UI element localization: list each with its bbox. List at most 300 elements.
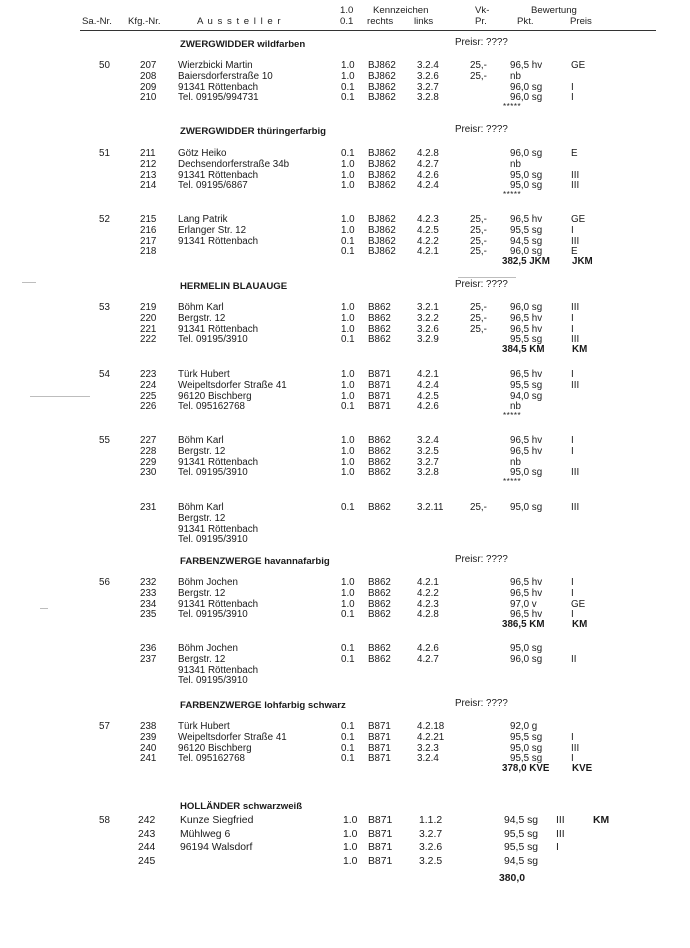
header-sex-top: 1.0 xyxy=(340,5,354,16)
sex-code: 1.0 xyxy=(341,456,355,468)
kfg-number: 212 xyxy=(140,158,157,170)
header-kennzeichen: Kennzeichen xyxy=(373,5,429,16)
kfg-number: 210 xyxy=(140,92,157,104)
tattoo-left: 4.2.3 xyxy=(417,598,439,610)
tattoo-left: 3.2.8 xyxy=(417,92,439,104)
section-preis: Preisr: ???? xyxy=(455,698,508,709)
group-total: 378,0 KVE xyxy=(502,763,550,775)
prize-code: III xyxy=(556,815,565,826)
tattoo-right: B862 xyxy=(368,456,391,468)
header-divider xyxy=(80,30,656,31)
sex-code: 1.0 xyxy=(343,842,358,853)
header-pkt: Pkt. xyxy=(517,16,534,27)
tattoo-left: 3.2.6 xyxy=(417,70,439,82)
sex-code: 0.1 xyxy=(341,753,355,765)
exhibitor-line: Türk Hubert xyxy=(178,721,230,732)
header-vk-top: Vk- xyxy=(475,5,490,16)
kfg-number: 229 xyxy=(140,456,157,468)
rating-points: 96,0 sg xyxy=(510,81,543,93)
tattoo-right: B871 xyxy=(368,742,391,754)
exhibitor-line: Bergstr. 12 xyxy=(178,312,226,324)
scan-speck xyxy=(30,396,90,397)
kfg-number: 225 xyxy=(140,390,157,402)
tattoo-left: 3.2.3 xyxy=(417,742,439,754)
sex-code: 0.1 xyxy=(341,609,355,621)
exhibitor-line: Kunze Siegfried xyxy=(180,815,254,826)
tattoo-right: BJ862 xyxy=(368,180,396,192)
tattoo-left: 4.2.1 xyxy=(417,577,439,588)
sale-price: 25,- xyxy=(470,60,487,71)
sex-code: 1.0 xyxy=(341,180,355,192)
sale-price: 25,- xyxy=(470,323,487,335)
prize-code: III xyxy=(571,742,580,754)
rating-points: nb xyxy=(510,158,521,170)
sex-code: 0.1 xyxy=(341,81,355,93)
kfg-number: 218 xyxy=(140,246,157,258)
tattoo-right: B862 xyxy=(368,598,391,610)
tattoo-left: 4.2.18 xyxy=(417,721,445,732)
prize-code: I xyxy=(571,369,574,380)
prize-code: I xyxy=(571,445,574,457)
exhibitor-line: 91341 Röttenbach xyxy=(178,456,259,468)
kfg-number: 230 xyxy=(140,467,157,479)
kfg-number: 221 xyxy=(140,323,157,335)
stars-rating: ***** xyxy=(503,190,522,200)
exhibitor-line: Erlanger Str. 12 xyxy=(178,224,247,236)
kfg-number: 241 xyxy=(140,753,157,765)
tattoo-right: BJ862 xyxy=(368,60,396,71)
header-vk-bottom: Pr. xyxy=(475,16,487,27)
rating-points: 96,0 sg xyxy=(510,302,543,313)
rating-points: 95,0 sg xyxy=(510,169,543,181)
sale-price: 25,- xyxy=(470,70,487,82)
sex-code: 0.1 xyxy=(341,334,355,346)
rating-points: 96,5 hv xyxy=(510,312,543,324)
kfg-number: 244 xyxy=(138,842,156,853)
kfg-number: 231 xyxy=(140,502,157,513)
exhibitor-line: Tel. 09195/3910 xyxy=(178,467,248,479)
section-title: HERMELIN BLAUAUGE xyxy=(180,281,288,292)
sex-code: 1.0 xyxy=(341,224,355,236)
rating-points: 95,5 sg xyxy=(510,379,543,391)
rating-points: 96,5 hv xyxy=(510,609,543,621)
kfg-number: 228 xyxy=(140,445,157,457)
rating-points: 94,5 sg xyxy=(504,815,539,826)
tattoo-left: 1.1.2 xyxy=(419,815,443,826)
prize-code: GE xyxy=(571,598,586,610)
sex-code: 0.1 xyxy=(341,502,355,513)
prize-code: I xyxy=(571,753,574,765)
sex-code: 1.0 xyxy=(341,445,355,457)
tattoo-right: B862 xyxy=(368,302,391,313)
rating-points: 95,0 sg xyxy=(510,467,543,479)
rating-points: 94,0 sg xyxy=(510,390,543,402)
tattoo-left: 4.2.8 xyxy=(417,609,439,621)
group-total: 386,5 KM xyxy=(502,619,545,631)
rating-points: nb xyxy=(510,456,521,468)
rating-points: 95,0 sg xyxy=(510,180,543,192)
sex-code: 1.0 xyxy=(341,214,355,225)
tattoo-right: B862 xyxy=(368,467,391,479)
exhibitor-line: Mühlweg 6 xyxy=(180,828,231,840)
scan-speck xyxy=(22,282,36,283)
sale-price: 25,- xyxy=(470,235,487,247)
sex-code: 1.0 xyxy=(341,369,355,380)
tattoo-left: 3.2.9 xyxy=(417,334,439,346)
tattoo-right: BJ862 xyxy=(368,246,396,258)
prize-code: GE xyxy=(571,60,586,71)
sex-code: 1.0 xyxy=(341,60,355,71)
prize-code: I xyxy=(571,323,574,335)
rating-points: 95,0 sg xyxy=(510,742,543,754)
tattoo-right: B871 xyxy=(368,731,391,743)
tattoo-left: 4.2.6 xyxy=(417,169,439,181)
scan-speck xyxy=(458,277,516,278)
sex-code: 0.1 xyxy=(341,401,355,413)
sex-code: 0.1 xyxy=(341,742,355,754)
tattoo-right: BJ862 xyxy=(368,169,396,181)
kfg-number: 245 xyxy=(138,855,156,867)
tattoo-right: B871 xyxy=(368,401,391,413)
exhibitor-line: Wierzbicki Martin xyxy=(178,60,253,71)
tattoo-right: B871 xyxy=(368,390,391,402)
rating-points: 96,5 hv xyxy=(510,445,543,457)
exhibitor-line: Tel. 09195/3910 xyxy=(178,334,248,346)
prize-code: II xyxy=(571,653,577,665)
prize-code: I xyxy=(571,609,574,621)
prize-code: I xyxy=(571,224,574,236)
sex-code: 0.1 xyxy=(341,246,355,258)
stars-rating: ***** xyxy=(503,102,522,112)
header-links: links xyxy=(414,16,434,27)
kfg-number: 215 xyxy=(140,214,157,225)
sex-code: 1.0 xyxy=(343,855,358,867)
rating-points: 95,5 sg xyxy=(504,842,539,853)
rating-points: 96,5 hv xyxy=(510,587,543,599)
tattoo-left: 4.2.3 xyxy=(417,214,439,225)
exhibitor-line: 91341 Röttenbach xyxy=(178,81,259,93)
sex-code: 1.0 xyxy=(341,390,355,402)
scan-speck xyxy=(40,608,48,609)
sa-number: 53 xyxy=(99,302,110,313)
tattoo-left: 4.2.8 xyxy=(417,148,439,159)
kfg-number: 236 xyxy=(140,643,157,654)
header-kfg-nr: Kfg.-Nr. xyxy=(128,16,161,27)
rating-points: 96,5 hv xyxy=(510,435,543,446)
tattoo-left: 4.2.2 xyxy=(417,235,439,247)
tattoo-right: BJ862 xyxy=(368,148,396,159)
section-title: HOLLÄNDER schwarzweiß xyxy=(180,801,303,812)
tattoo-left: 3.2.5 xyxy=(417,445,439,457)
sex-code: 1.0 xyxy=(341,323,355,335)
sex-code: 0.1 xyxy=(341,721,355,732)
exhibitor-line: 91341 Röttenbach xyxy=(178,169,259,181)
group-total: 384,5 KM xyxy=(502,344,545,356)
sa-number: 52 xyxy=(99,214,110,225)
group-total-prize: KVE xyxy=(572,763,593,775)
kfg-number: 219 xyxy=(140,302,157,313)
exhibitor-line: 91341 Röttenbach xyxy=(178,598,259,610)
sale-price: 25,- xyxy=(470,214,487,225)
tattoo-left: 3.2.7 xyxy=(417,81,439,93)
exhibitor-line: Tel. 095162768 xyxy=(178,401,246,413)
tattoo-left: 3.2.6 xyxy=(419,842,443,853)
exhibitor-line: Böhm Karl xyxy=(178,302,224,313)
exhibitor-line: Tel. 09195/994731 xyxy=(178,92,259,104)
sex-code: 0.1 xyxy=(341,92,355,104)
prize-code: I xyxy=(571,435,574,446)
rating-points: 96,0 sg xyxy=(510,653,543,665)
sex-code: 1.0 xyxy=(341,587,355,599)
kfg-number: 226 xyxy=(140,401,157,413)
prize-code: I xyxy=(571,312,574,324)
rating-points: nb xyxy=(510,70,521,82)
exhibitor-line: Weipeltsdorfer Straße 41 xyxy=(178,731,287,743)
tattoo-left: 4.2.6 xyxy=(417,643,439,654)
sex-code: 1.0 xyxy=(343,815,358,826)
kfg-number: 234 xyxy=(140,598,157,610)
tattoo-left: 4.2.5 xyxy=(417,224,439,236)
stars-rating: ***** xyxy=(503,411,522,421)
rating-points: 92,0 g xyxy=(510,721,538,732)
sex-code: 1.0 xyxy=(341,70,355,82)
prize-code: I xyxy=(571,587,574,599)
tattoo-right: B871 xyxy=(368,842,393,853)
exhibitor-line: Bergstr. 12 xyxy=(178,587,226,599)
tattoo-right: B871 xyxy=(368,815,393,826)
prize-code: III xyxy=(571,180,580,192)
prize-code: I xyxy=(571,92,574,104)
kfg-number: 243 xyxy=(138,828,156,840)
prize-code: E xyxy=(571,246,578,258)
prize-code: I xyxy=(571,577,574,588)
kfg-number: 237 xyxy=(140,653,157,665)
rating-points: 95,0 sg xyxy=(510,502,543,513)
kfg-number: 207 xyxy=(140,60,157,71)
header-bewertung: Bewertung xyxy=(531,5,577,16)
kfg-number: 214 xyxy=(140,180,157,192)
exhibitor-line: Bergstr. 12 xyxy=(178,512,226,524)
sa-number: 50 xyxy=(99,60,110,71)
sa-number: 58 xyxy=(99,815,110,826)
tattoo-left: 3.2.11 xyxy=(417,502,444,513)
tattoo-right: B862 xyxy=(368,643,391,654)
rating-points: 96,5 hv xyxy=(510,369,543,380)
sex-code: 1.0 xyxy=(341,312,355,324)
sale-price: 25,- xyxy=(470,302,487,313)
section-title: FARBENZWERGE lohfarbig schwarz xyxy=(180,700,346,711)
sex-code: 1.0 xyxy=(343,828,358,840)
kfg-number: 211 xyxy=(140,148,156,159)
tattoo-left: 3.2.4 xyxy=(417,753,439,765)
exhibitor-line: Lang Patrik xyxy=(178,214,228,225)
sale-price: 25,- xyxy=(470,502,487,513)
sex-code: 0.1 xyxy=(341,643,355,654)
tattoo-left: 4.2.21 xyxy=(417,731,445,743)
kfg-number: 208 xyxy=(140,70,157,82)
prize-code: GE xyxy=(571,214,586,225)
exhibitor-line: Türk Hubert xyxy=(178,369,230,380)
tattoo-right: B862 xyxy=(368,445,391,457)
exhibitor-line: Bergstr. 12 xyxy=(178,653,226,665)
prize-code: III xyxy=(571,502,580,513)
sex-code: 0.1 xyxy=(341,148,355,159)
sex-code: 1.0 xyxy=(341,379,355,391)
tattoo-right: BJ862 xyxy=(368,214,396,225)
exhibitor-line: 91341 Röttenbach xyxy=(178,523,259,535)
exhibitor-line: Tel. 09195/3910 xyxy=(178,675,248,687)
header-aussteller: A u s s t e l l e r xyxy=(197,16,282,27)
prize-code: I xyxy=(571,731,574,743)
sale-price: 25,- xyxy=(470,224,487,236)
tattoo-right: B871 xyxy=(368,753,391,765)
rating-points: 95,5 sg xyxy=(510,731,543,743)
tattoo-right: BJ862 xyxy=(368,70,396,82)
exhibitor-line: Böhm Jochen xyxy=(178,643,238,654)
tattoo-left: 3.2.7 xyxy=(417,456,439,468)
sa-number: 51 xyxy=(99,148,110,159)
sex-code: 1.0 xyxy=(341,577,355,588)
tattoo-left: 4.2.7 xyxy=(417,653,439,665)
section-title: ZWERGWIDDER wildfarben xyxy=(180,39,306,50)
rating-points: 96,0 sg xyxy=(510,246,543,258)
exhibitor-line: 96120 Bischberg xyxy=(178,742,252,754)
tattoo-right: B871 xyxy=(368,828,393,840)
exhibitor-line: Böhm Jochen xyxy=(178,577,238,588)
prize-code: III xyxy=(571,169,580,181)
kfg-number: 223 xyxy=(140,369,157,380)
kfg-number: 240 xyxy=(140,742,157,754)
sale-price: 25,- xyxy=(470,312,487,324)
tattoo-left: 4.2.4 xyxy=(417,180,439,192)
tattoo-right: B862 xyxy=(368,587,391,599)
kfg-number: 235 xyxy=(140,609,157,621)
sa-number: 55 xyxy=(99,435,110,446)
prize-code: III xyxy=(571,334,580,346)
tattoo-left: 4.2.1 xyxy=(417,369,439,380)
tattoo-right: B871 xyxy=(368,855,393,867)
group-total: 380,0 xyxy=(499,873,526,884)
sex-code: 0.1 xyxy=(341,235,355,247)
rating-points: 95,5 sg xyxy=(510,334,543,346)
exhibitor-line: Baiersdorferstraße 10 xyxy=(178,70,273,82)
section-preis: Preisr: ???? xyxy=(455,554,508,565)
section-title: ZWERGWIDDER thüringerfarbig xyxy=(180,126,327,137)
exhibitor-line: 96194 Walsdorf xyxy=(180,842,253,853)
tattoo-left: 3.2.5 xyxy=(419,855,443,867)
prize-code: III xyxy=(556,828,565,840)
sex-code: 0.1 xyxy=(341,731,355,743)
rating-points: 96,5 hv xyxy=(510,214,543,225)
tattoo-left: 3.2.2 xyxy=(417,312,439,324)
tattoo-left: 3.2.4 xyxy=(417,435,439,446)
rating-points: 94,5 sg xyxy=(510,235,543,247)
group-total-prize: KM xyxy=(572,344,588,356)
exhibitor-line: Bergstr. 12 xyxy=(178,445,226,457)
sa-number: 54 xyxy=(99,369,110,380)
kfg-number: 220 xyxy=(140,312,157,324)
prize-code: III xyxy=(571,302,580,313)
sex-code: 1.0 xyxy=(341,158,355,170)
sex-code: 1.0 xyxy=(341,467,355,479)
tattoo-left: 3.2.8 xyxy=(417,467,439,479)
kfg-number: 227 xyxy=(140,435,157,446)
tattoo-right: BJ862 xyxy=(368,81,396,93)
kfg-number: 232 xyxy=(140,577,157,588)
tattoo-left: 3.2.4 xyxy=(417,60,439,71)
tattoo-left: 4.2.6 xyxy=(417,401,439,413)
kfg-number: 242 xyxy=(138,815,156,826)
sex-code: 1.0 xyxy=(341,169,355,181)
tattoo-right: B871 xyxy=(368,721,391,732)
tattoo-right: BJ862 xyxy=(368,224,396,236)
kfg-number: 233 xyxy=(140,587,157,599)
tattoo-right: B862 xyxy=(368,435,391,446)
section-title: FARBENZWERGE havannafarbig xyxy=(180,556,330,567)
tattoo-left: 3.2.6 xyxy=(417,323,439,335)
tattoo-right: B871 xyxy=(368,369,391,380)
rating-points: 94,5 sg xyxy=(504,855,539,867)
section-preis: Preisr: ???? xyxy=(455,279,508,290)
exhibitor-line: 91341 Röttenbach xyxy=(178,235,259,247)
exhibitor-line: Tel. 09195/6867 xyxy=(178,180,248,192)
prize-code: III xyxy=(571,467,580,479)
kfg-number: 217 xyxy=(140,235,157,247)
sex-code: 1.0 xyxy=(341,435,355,446)
prize-extra: KM xyxy=(593,815,610,826)
tattoo-right: B862 xyxy=(368,653,391,665)
tattoo-left: 4.2.1 xyxy=(417,246,439,258)
rating-points: 96,0 sg xyxy=(510,92,543,104)
tattoo-left: 4.2.4 xyxy=(417,379,439,391)
sex-code: 1.0 xyxy=(341,302,355,313)
stars-rating: ***** xyxy=(503,477,522,487)
exhibitor-line: Tel. 095162768 xyxy=(178,753,246,765)
sale-price: 25,- xyxy=(470,246,487,258)
rating-points: 96,0 sg xyxy=(510,148,543,159)
prize-code: III xyxy=(571,235,580,247)
sex-code: 1.0 xyxy=(341,598,355,610)
exhibitor-line: Götz Heiko xyxy=(178,148,227,159)
tattoo-right: B862 xyxy=(368,609,391,621)
kfg-number: 238 xyxy=(140,721,157,732)
rating-points: 97,0 v xyxy=(510,598,537,610)
sa-number: 56 xyxy=(99,577,110,588)
exhibitor-line: 96120 Bischberg xyxy=(178,390,252,402)
tattoo-right: B862 xyxy=(368,312,391,324)
rating-points: 96,5 hv xyxy=(510,323,543,335)
tattoo-right: B862 xyxy=(368,334,391,346)
section-preis: Preisr: ???? xyxy=(455,37,508,48)
kfg-number: 239 xyxy=(140,731,157,743)
rating-points: nb xyxy=(510,401,521,413)
exhibitor-line: Dechsendorferstraße 34b xyxy=(178,158,290,170)
tattoo-left: 4.2.7 xyxy=(417,158,439,170)
rating-points: 95,5 sg xyxy=(510,224,543,236)
rating-points: 96,5 hv xyxy=(510,60,543,71)
rating-points: 95,0 sg xyxy=(510,643,543,654)
tattoo-right: B862 xyxy=(368,323,391,335)
tattoo-left: 4.2.2 xyxy=(417,587,439,599)
tattoo-left: 3.2.7 xyxy=(419,828,443,840)
tattoo-right: BJ862 xyxy=(368,235,396,247)
exhibitor-line: 91341 Röttenbach xyxy=(178,323,259,335)
exhibitor-line: 91341 Röttenbach xyxy=(178,664,259,676)
tattoo-right: B862 xyxy=(368,502,391,513)
header-sa-nr: Sa.-Nr. xyxy=(82,16,112,27)
kfg-number: 209 xyxy=(140,81,157,93)
header-sex-bottom: 0.1 xyxy=(340,16,354,27)
